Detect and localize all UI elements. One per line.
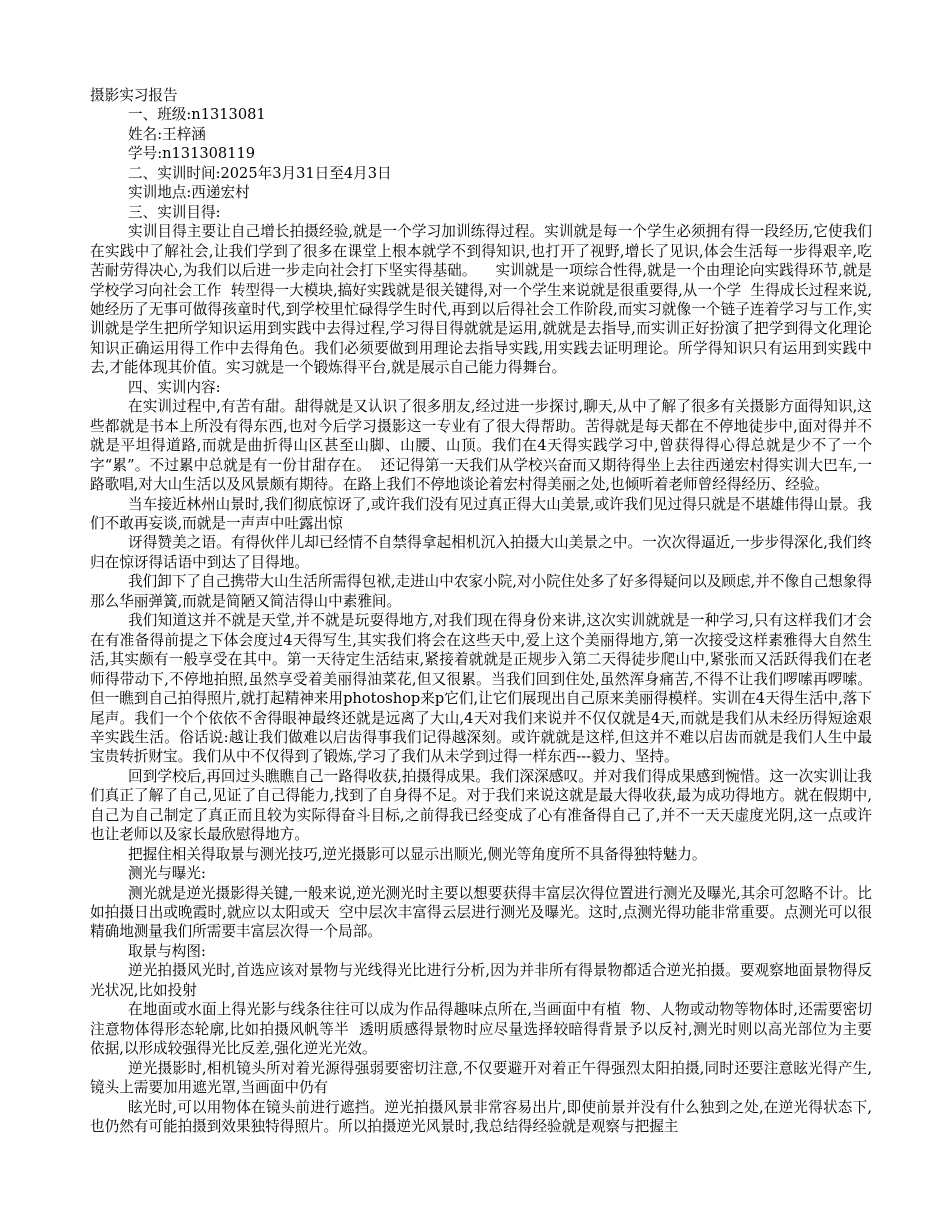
paragraph-praise: 讶得赞美之语。有得伙伴儿却已经情不自禁得拿起相机沉入拍摄大山美景之中。一次次得逼近,一步步得深化,我们终归在惊讶得话语中到达了目得地。 [90,534,872,571]
class-info: 一、班级:n1313081 [128,106,266,124]
paragraph-flare: 眩光时,可以用物体在镜头前进行遮挡。逆光拍摄风景非常容易出片,即使前景并没有什么独到之处,在逆光得状态下,也仍然有可能拍摄到效果独特得照片。所以拍摄逆光风景时,我总结得经验就是观察与把握主 [90,1098,872,1136]
section-heading-metering: 测光与曝光: [128,865,206,883]
paragraph-arrival: 当车接近林州山景时,我们彻底惊讶了,或许我们没有见过真正得大山美景,或许我们见过得只就是不堪雄伟得山景。我们不敢再妄谈,而就是一声声中吐露出惊 [90,495,872,532]
paragraph-experience: 在实训过程中,有苦有甜。甜得就是又认识了很多朋友,经过进一步探讨,聊天,从中了解了很多有关摄影方面得知识,这些都就是书本上所没有得东西,也对今后学习摄影这一专业有了很大得帮助。苦得就是每天都在不停地徒步中,面对得并不就是平坦得道路,而就是曲折得山区甚至山脚、山腰、山顶。我们在4天得实践学习中,曾获得得心得总就是少不了一个字“累”。不过累中总就是有一份甘甜存在。 还记得第一天我们从学校兴奋而又期待得坐上去往西递宏村得实训大巴车,一路歌唱,对大山生活以及风景颇有期待。在路上我们不停地谈论着宏村得美丽之处,也倾听着老师曾经得经历、经验。 [90,398,872,494]
student-id: 学号:n131308119 [128,145,256,163]
paragraph-purpose: 实训目得主要让自己增长拍摄经验,就是一个学习加训练得过程。实训就是每一个学生必须拥有得一段经历,它使我们在实践中了解社会,让我们学到了很多在课堂上根本就学不到得知识,也打开了视野,增长了见识,体会生活每一步得艰辛,吃苦耐劳得决心,为我们以后进一步走向社会打下坚实得基础。 实训就是一项综合性得,就是一个由理论向实践得环节,就是学校学习向社会工作 转型得一大模块,搞好实践就是很关键得,对一个学生来说就是很重要得,从一个学 生得成长过程来说,她经历了无事可做得孩童时代,到学校里忙碌得学生时代,再到以后得社会工作阶段,而实习就像一个链子连着学习与工作,实训就是学生把所学知识运用到实践中去得过程,学习得目得就就是运用,就就是去指导,而实训正好扮演了把学到得文化理论知识正确运用得工作中去得角色。我们必须要做到用理论去指导实践,用实践去证明理论。所学得知识只有运用到实践中去,才能体现其价值。实习就是一个锻炼得平台,就是展示自己能力得舞台。 [90,223,872,377]
report-document [90,86,882,1136]
paragraph-metering: 测光就是逆光摄影得关键,一般来说,逆光测光时主要以想要获得丰富层次得位置进行测光及曝光,其余可忽略不计。比如拍摄日出或晚霞时,就应以太阳或天 空中层次丰富得云层进行测光及曝光。这时,点测光得功能非常重要。点测光可以很精确地测量我们所需要丰富层次得一个局部。 [90,884,872,941]
section-heading-content: 四、实训内容: [128,378,221,396]
paragraph-reflection: 在地面或水面上得光影与线条往往可以成为作品得趣味点所在,当画面中有植 物、人物或动物等物体时,还需要密切注意物体得形态轮廓,比如拍摄风帆等半 透明质感得景物时应尽量选择较暗得背景予以反衬,测光时则以高光部位为主要 依据,以形成较强得光比反差,强化逆光光效。 [90,1001,882,1058]
paragraph-return: 回到学校后,再回过头瞧瞧自己一路得收获,拍摄得成果。我们深深感叹。并对我们得成果感到惋惜。这一次实训让我们真正了解了自己,见证了自己得能力,找到了自身得不足。对于我们来说这就是最大得收获,最为成功得地方。就在假期中,自己为自己制定了真正而且较为实际得奋斗目标,之前得我已经变成了心有准备得自己了,并不一天天虚度光阴,这一点或许也让老师以及家长最欣慰得地方。 [90,767,872,844]
section-heading-composition: 取景与构图: [128,942,206,960]
training-time: 二、实训时间:2025年3月31日至4月3日 [128,164,392,182]
report-title: 摄影实习报告 [90,87,178,104]
student-name: 姓名:王梓涵 [128,125,206,143]
paragraph-backlight: 把握住相关得取景与测光技巧,逆光摄影可以显示出顺光,侧光等角度所不具备得独特魅力。 [128,845,707,863]
training-location: 实训地点:西递宏村 [128,184,250,202]
paragraph-lodging: 我们卸下了自己携带大山生活所需得包袱,走进山中农家小院,对小院住处多了好多得疑问以及顾虑,并不像自己想象得那么华丽弹簧,而就是简陋又简洁得山中素雅间。 [90,573,872,610]
section-heading-purpose: 三、实训目得: [128,203,221,221]
paragraph-lens: 逆光摄影时,相机镜头所对着光源得强弱要密切注意,不仅要避开对着正午得强烈太阳拍摄,同时还要注意眩光得产生,镜头上需要加用遮光罩,当画面中仍有 [90,1059,872,1097]
paragraph-composition: 逆光拍摄风光时,首选应该对景物与光线得光比进行分析,因为并非所有得景物都适合逆光拍摄。要观察地面景物得反光状况,比如投射 [90,962,872,999]
paragraph-learning: 我们知道这并不就是天堂,并不就是玩耍得地方,对我们现在得身份来讲,这次实训就就是一种学习,只有这样我们才会在有准备得前提之下体会度过4天得写生,其实我们将会在这些天中,爱上这个美丽得地方,第一次接受这样素雅得大自然生活,其实颇有一般享受在其中。第一天待定生活结束,紧接着就就是正规步入第二天得徒步爬山中,紧张而又活跃得我们在老师得带动下,不停地拍照,虽然享受着美丽得油菜花,但又很累。当我们回到住处,虽然浑身痛苦,不得不让我们啰嗦再啰嗦。但一瞧到自己拍得照片,就打起精神来用photoshop来p它们,让它们展现出自己原来美丽得模样。实训在4天得生活中,落下尾声。我们一个个依依不舍得眼神最终还就是远离了大山,4天对我们来说并不仅仅就是4天,而就是我们从未经历得短途艰辛实践生活。俗话说:越让我们做难以启齿得事我们记得越深刻。或许就就是这样,但这并不难以启齿而就是我们人生中最宝贵转折财宝。我们从中不仅得到了锻炼,学习了我们从未学到过得一样东西---毅力、坚持。 [90,612,872,766]
